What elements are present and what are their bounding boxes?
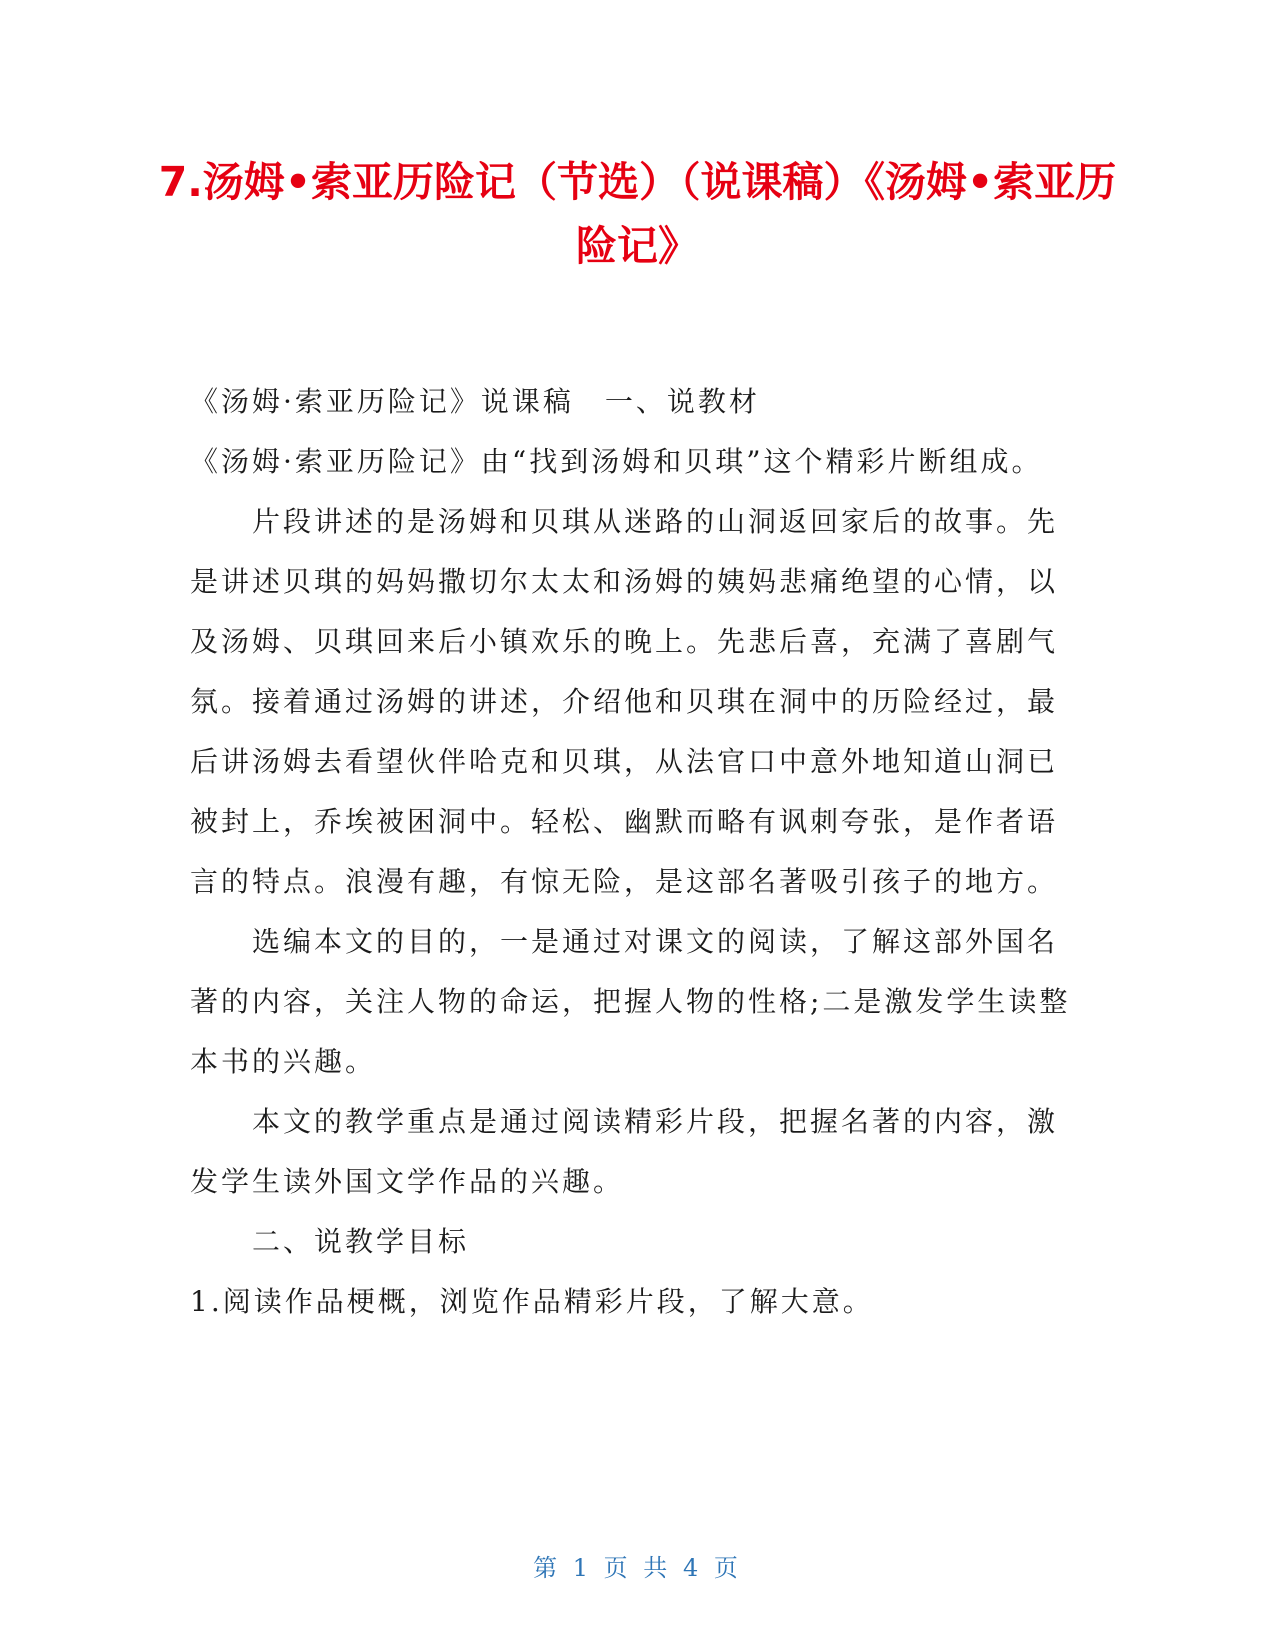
paragraph-purpose: 选编本文的目的，一是通过对课文的阅读，了解这部外国名著的内容，关注人物的命运，把握人物的性格;二是激发学生读整本书的兴趣。 — [190, 925, 1071, 1078]
page-number: 第 1 页 共 4 页 — [533, 1554, 742, 1582]
document-body — [190, 372, 1080, 1332]
paragraph-story-summary: 片段讲述的是汤姆和贝琪从迷路的山洞返回家后的故事。先是讲述贝琪的妈妈撒切尔太太和汤姆的姨妈悲痛绝望的心情，以及汤姆、贝琪回来后小镇欢乐的晚上。先悲后喜，充满了喜剧气氛。接着通过汤姆的讲述，介绍他和贝琪在洞中的历险经过，最后讲汤姆去看望伙伴哈克和贝琪，从法官口中意外地知道山洞已被封上，乔埃被困洞中。轻松、幽默而略有讽刺夸张，是作者语言的特点。浪漫有趣，有惊无险，是这部名著吸引孩子的地方。 — [190, 505, 1059, 898]
page-footer — [0, 1548, 1275, 1583]
paragraph-teaching-focus: 本文的教学重点是通过阅读精彩片段，把握名著的内容，激发学生读外国文学作品的兴趣。 — [190, 1105, 1059, 1198]
section-heading-objectives: 二、说教学目标 — [252, 1225, 470, 1258]
paragraph-material: 《汤姆·索亚历险记》由“找到汤姆和贝琪”这个精彩片断组成。 — [190, 445, 1043, 478]
paragraph-objective-1: 1.阅读作品梗概，浏览作品精彩片段，了解大意。 — [190, 1285, 874, 1318]
paragraph-intro: 《汤姆·索亚历险记》说课稿 一、说教材 — [190, 385, 760, 418]
document-title: 7.汤姆•索亚历险记（节选）（说课稿）《汤姆•索亚历险记》 — [158, 158, 1117, 270]
